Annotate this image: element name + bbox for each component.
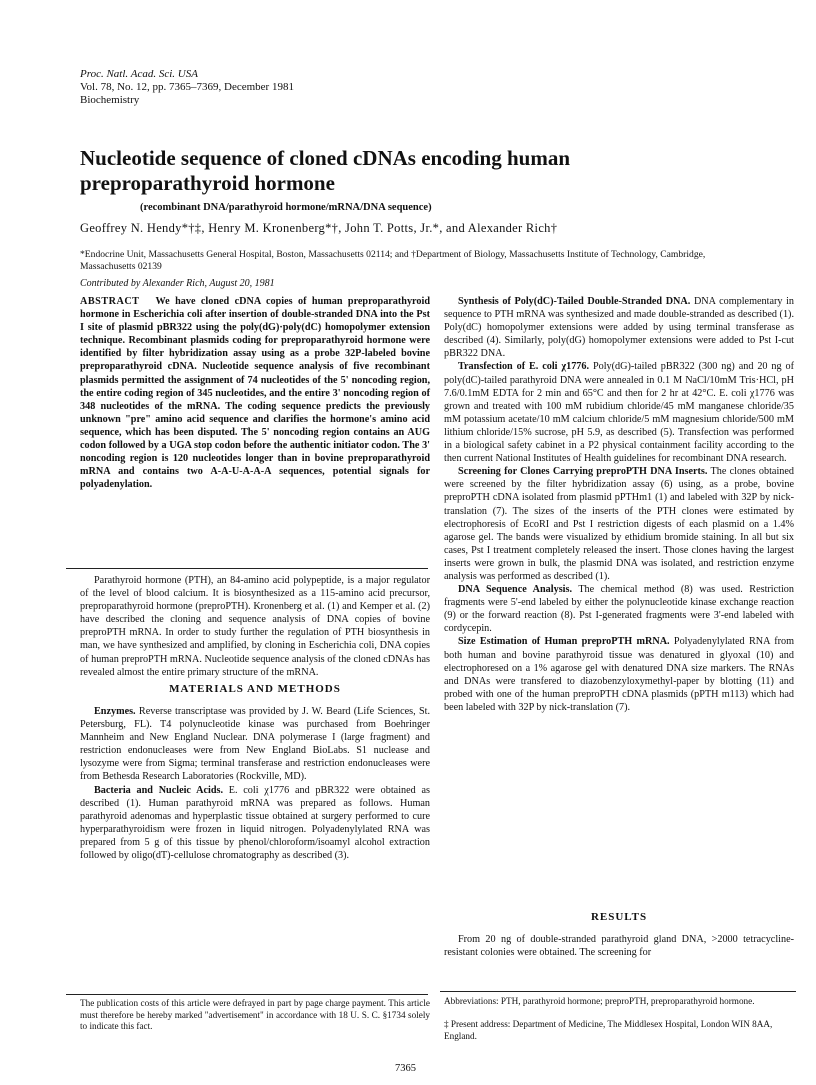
paragraph-heading: Synthesis of Poly(dC)-Tailed Double-Stranded DNA.: [458, 296, 691, 307]
paragraph-heading: Bacteria and Nucleic Acids.: [94, 784, 224, 796]
abbreviations-divider: [440, 991, 796, 992]
methods-paragraph: [444, 295, 794, 360]
methods-right-column: [444, 295, 794, 714]
paragraph-text: The clones obtained were screened by the filter hybridization assay (6) using, as a probe, bovine preproPTH cDNA isolated from plasmid pPTHm1 (1) and labeled with 32P by nick-translation (7). The sizes of the inserts of the PTH clones were estimated by electrophoresis of EcoRI and Pst I restriction digests of each plasmid on a 1.4% agarose gel. The bands were visualized by ethidium bromide staining. In all but six cases, Pst I treatment completely released the insert. Those clones having the largest inserts were grown in bulk, the plasmid DNA was isolated, and restriction enzyme analysis was performed as described (1).: [444, 466, 794, 582]
publication-cost-footnote: The publication costs of this article were defrayed in part by page charge payment. This article must therefore be hereby marked "advertisement" in accordance with 18 U. S. C. §1734 solely to indicate this fact.: [80, 998, 430, 1031]
abstract: [80, 295, 430, 491]
methods-paragraph: [80, 784, 430, 863]
footnote-divider: [66, 994, 428, 995]
results-heading: RESULTS: [590, 911, 648, 923]
paragraph-text: Reverse transcriptase was provided by J. W. Beard (Life Sciences, St. Petersburg, FL). T4 polynucleotide kinase was purchased from Boehringer Mannheim and New England Nuclear. DNA polymerase I (large fragment) and restriction endonucleases were from New England BioLabs. S1 nuclease and lysozyme were from Sigma; terminal transferase and restriction endonucleases were from Bethesda Research Laboratories (Rockville, MD).: [80, 706, 430, 783]
authors: Geoffrey N. Hendy*†‡, Henry M. Kronenberg*†, John T. Potts, Jr.*, and Alexander Rich†: [80, 221, 558, 235]
introduction: Parathyroid hormone (PTH), an 84-amino acid polypeptide, is a major regulator of the level of blood calcium. It is biosynthesized as a 115-amino acid precursor, preproparathyroid hormone (preproPTH). Kronenberg et al. (1) and Kemper et al. (2) have described the cloning and sequence analysis of DNA copies of bovine preproPTH mRNA. In order to study further the regulation of PTH biosynthesis in man, we have synthesized and amplified, by cloning in Escherichia coli, DNA copies of human preproPTH mRNA. Nucleotide sequence analysis of the cloned cDNAs has revealed almost the entire primary structure of the mRNA.: [80, 575, 430, 678]
abstract-divider: [66, 568, 428, 569]
journal-section: Biochemistry: [80, 94, 140, 106]
methods-paragraph: [444, 465, 794, 583]
contributed-by: Contributed by Alexander Rich, August 20, 1981: [80, 278, 275, 289]
affiliations: *Endocrine Unit, Massachusetts General Hospital, Boston, Massachusetts 02114; and †Department of Biology, Massachusetts Institute of Technology, Cambridge, Massachusetts 02139: [80, 249, 706, 272]
results-text: From 20 ng of double-stranded parathyroid gland DNA, >2000 tetracycline-resistant colonies were obtained. The screening for: [444, 934, 794, 959]
paragraph-heading: Transfection of E. coli χ1776.: [458, 361, 590, 373]
journal-header: [80, 68, 294, 107]
paragraph-text: Polyadenylylated RNA from both human and bovine parathyroid tissue was denatured in glyoxal (10) and electrophoresed on a 1% agarose gel with denatured DNA size markers. The RNAs and DNAs were transfered to diazobenzyloxymethyl-paper by blotting (11) and probed with one of the human preproPTH cDNA plasmids (pPTH m113) which had been labeled with 32P by nick-translation (7).: [444, 636, 795, 713]
paragraph-heading: Enzymes.: [94, 706, 136, 717]
paragraph-text: Poly(dG)-tailed pBR322 (300 ng) and 20 ng of poly(dC)-tailed parathyroid DNA were annealed in 0.1 M NaCl/10mM Tris·HCl, pH 7.6/0.1mM EDTA for 2 min and 65°C and then for 2 hr at 42°C. E. coli χ1776 was grown and treated with 100 mM rubidium chloride/45 mM manganese chloride/35 mM potassium acetate/10 mM calcium chloride/5 mM magnesium chloride/500 mM lithium chloride/15% sucrose, pH 5.9, as described (5). Transfection was performed in a biological safety cabinet in a P2 physical containment facility according to the then current National Institutes of Health guidelines for recombinant DNA research.: [444, 361, 794, 465]
abstract-text: We have cloned cDNA copies of human preproparathyroid hormone in Escherichia coli after insertion of double-stranded DNA into the Pst I site of plasmid pBR322 using the poly(dG)·poly(dC) homopolymer extension technique. Recombinant plasmids coding for preproparathyroid hormone were identified by filter hybridization assay using as a probe 32P-labeled bovine preproparathyroid cDNA. Nucleotide sequence analysis of five recombinant plasmids permitted the assignment of 74 nucleotides of the 5' noncoding region, the entire coding region of 345 nucleotides, and the entire 3' noncoding region of 348 nucleotides of the mRNA. The coding sequence predicts the previously unknown "pre" amino acid sequence and clarifies the hormone's amino acid sequence, which has been disputed. The 5' noncoding region contains an AUG codon followed by a UGA stop codon before the authentic initiator codon. The 3' noncoding region is 120 nucleotides longer than in bovine preproparathyroid mRNA and contains two A-A-U-A-A-A sequences, potential signals for polyadenylation.: [80, 296, 430, 491]
journal-volume: Vol. 78, No. 12, pp. 7365–7369, December 1981: [80, 81, 294, 93]
keywords-subtitle: (recombinant DNA/parathyroid hormone/mRNA/DNA sequence): [140, 202, 432, 213]
methods-heading: MATERIALS AND METHODS: [169, 683, 341, 695]
abbreviations-footnote: Abbreviations: PTH, parathyroid hormone; preproPTH, preproparathyroid hormone.: [444, 996, 755, 1006]
methods-paragraph: [444, 583, 794, 635]
paragraph-heading: Size Estimation of Human preproPTH mRNA.: [458, 636, 670, 648]
abstract-label: ABSTRACT: [80, 296, 140, 307]
article-title: Nucleotide sequence of cloned cDNAs encoding human preproparathyroid hormone: [80, 146, 571, 195]
paragraph-text: The chemical method (8) was used. Restriction fragments were 5'-end labeled by either the polynucleotide kinase exchange reaction (9) or the forward reaction (8). Pst I-generated fragments were 3'-end labeled with cordycepin.: [444, 584, 794, 635]
journal-name: Proc. Natl. Acad. Sci. USA: [80, 68, 198, 80]
paragraph-heading: Screening for Clones Carrying preproPTH DNA Inserts.: [458, 466, 708, 478]
present-address-footnote: ‡ Present address: Department of Medicine, The Middlesex Hospital, London WIN 8AA, England.: [444, 1019, 773, 1041]
page-number: 7365: [395, 1063, 416, 1074]
paragraph-heading: DNA Sequence Analysis.: [458, 584, 573, 596]
paragraph-text: E. coli χ1776 and pBR322 were obtained as described (1). Human parathyroid mRNA was prepared as follows. Human parathyroid adenomas and hyperplastic tissue obtained at surgery performed to cure hyperparathyroidism were frozen in liquid nitrogen. Polyadenylylated RNA was prepared from 5 g of this tissue by phenol/chloroform/isoamyl alcohol extraction followed by oligo(dT)-cellulose chromatography as described (3).: [80, 784, 430, 862]
methods-left-column: [80, 705, 430, 862]
methods-paragraph: [444, 360, 794, 465]
methods-paragraph: [80, 705, 430, 784]
methods-paragraph: [444, 635, 794, 714]
paragraph-text: DNA complementary in sequence to PTH mRNA was synthesized and made double-stranded as described (1). Poly(dC) homopolymer extensions were added by using terminal transferase as described (4). Similarly, poly(dG) homopolymer extensions were added to Pst I-cut pBR322 DNA.: [444, 296, 794, 360]
